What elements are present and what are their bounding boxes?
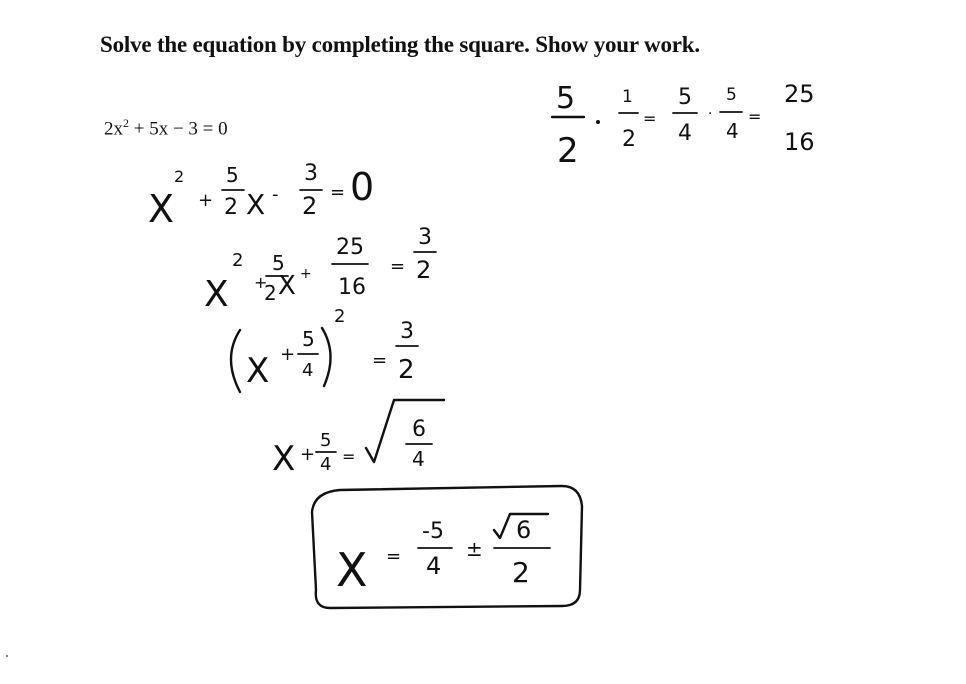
side-b-num: 1 xyxy=(622,87,633,107)
equation-exponent: 2 xyxy=(123,116,129,130)
step2-rhs-den: 2 xyxy=(416,256,432,284)
step2-coef-den: 2 xyxy=(264,281,277,305)
side-d-num: 5 xyxy=(726,85,737,105)
scan-speck xyxy=(6,655,8,657)
answer-var: X xyxy=(336,543,368,597)
step1-coef-num: 5 xyxy=(226,163,239,187)
final-answer xyxy=(312,486,582,608)
step4-rad-den: 4 xyxy=(412,447,425,471)
side-a-num: 5 xyxy=(556,81,576,116)
step-4 xyxy=(272,400,444,479)
step3-rhs-num: 3 xyxy=(400,319,414,344)
step1-var: X xyxy=(148,187,175,231)
step-2 xyxy=(204,225,436,315)
step2-add-den: 16 xyxy=(338,275,366,300)
side-b-den: 2 xyxy=(622,127,636,152)
side-e-den: 16 xyxy=(784,128,815,156)
step4-frac-den: 4 xyxy=(320,454,332,475)
equation-lead: 2x xyxy=(104,118,123,140)
step3-var: X xyxy=(246,351,270,391)
step4-plus: + xyxy=(300,444,316,465)
side-c-den: 4 xyxy=(678,121,692,146)
step1-eq: = xyxy=(330,182,346,203)
step2-plus2: + xyxy=(300,266,312,282)
answer-frac-den: 4 xyxy=(426,552,442,580)
step3-frac-num: 5 xyxy=(302,327,315,351)
side-calculation xyxy=(552,80,815,171)
step4-frac-num: 5 xyxy=(320,430,332,451)
step2-add-num: 25 xyxy=(336,235,364,260)
step2-exp: 2 xyxy=(232,250,244,271)
step1-var2: X xyxy=(246,188,266,221)
step-1 xyxy=(148,161,374,231)
step2-rhs-num: 3 xyxy=(418,225,432,250)
answer-frac-num: -5 xyxy=(422,519,444,544)
step3-eq: = xyxy=(372,350,388,371)
step1-exp: 2 xyxy=(174,167,185,186)
answer-rad-num: 6 xyxy=(516,516,532,544)
step2-eq: = xyxy=(390,256,406,277)
answer-eq: = xyxy=(386,546,402,567)
side-c-num: 5 xyxy=(678,85,692,110)
step3-plus: + xyxy=(280,344,296,365)
step2-var2: X xyxy=(278,271,296,301)
equation-rest: + 5x − 3 = 0 xyxy=(129,118,228,140)
step4-var: X xyxy=(272,439,296,479)
side-e-num: 25 xyxy=(784,80,815,108)
step4-eq: = xyxy=(342,447,356,466)
step2-coef-num: 5 xyxy=(272,251,285,275)
side-d-den: 4 xyxy=(726,119,739,143)
step1-rhs: 0 xyxy=(350,165,375,209)
step1-minus: - xyxy=(272,184,279,205)
step2-var: X xyxy=(204,274,229,315)
step3-exp: 2 xyxy=(334,306,346,327)
question-prompt: Solve the equation by completing the square. Show your work. xyxy=(100,32,700,57)
step4-rad-num: 6 xyxy=(412,417,426,442)
answer-pm: ± xyxy=(466,537,483,561)
step2-plus: + xyxy=(254,273,268,292)
step1-coef-den: 2 xyxy=(224,195,238,220)
step-3 xyxy=(231,306,418,392)
step3-frac-den: 4 xyxy=(302,360,314,381)
svg-text:·: · xyxy=(708,106,713,122)
svg-text:=: = xyxy=(748,107,762,126)
svg-text:=: = xyxy=(643,109,657,128)
step1-const-den: 2 xyxy=(302,192,318,220)
step1-const-num: 3 xyxy=(304,161,318,186)
side-a-den: 2 xyxy=(557,131,579,171)
step1-plus: + xyxy=(198,190,214,211)
step3-rhs-den: 2 xyxy=(398,355,415,385)
answer-rad-den: 2 xyxy=(512,556,530,589)
